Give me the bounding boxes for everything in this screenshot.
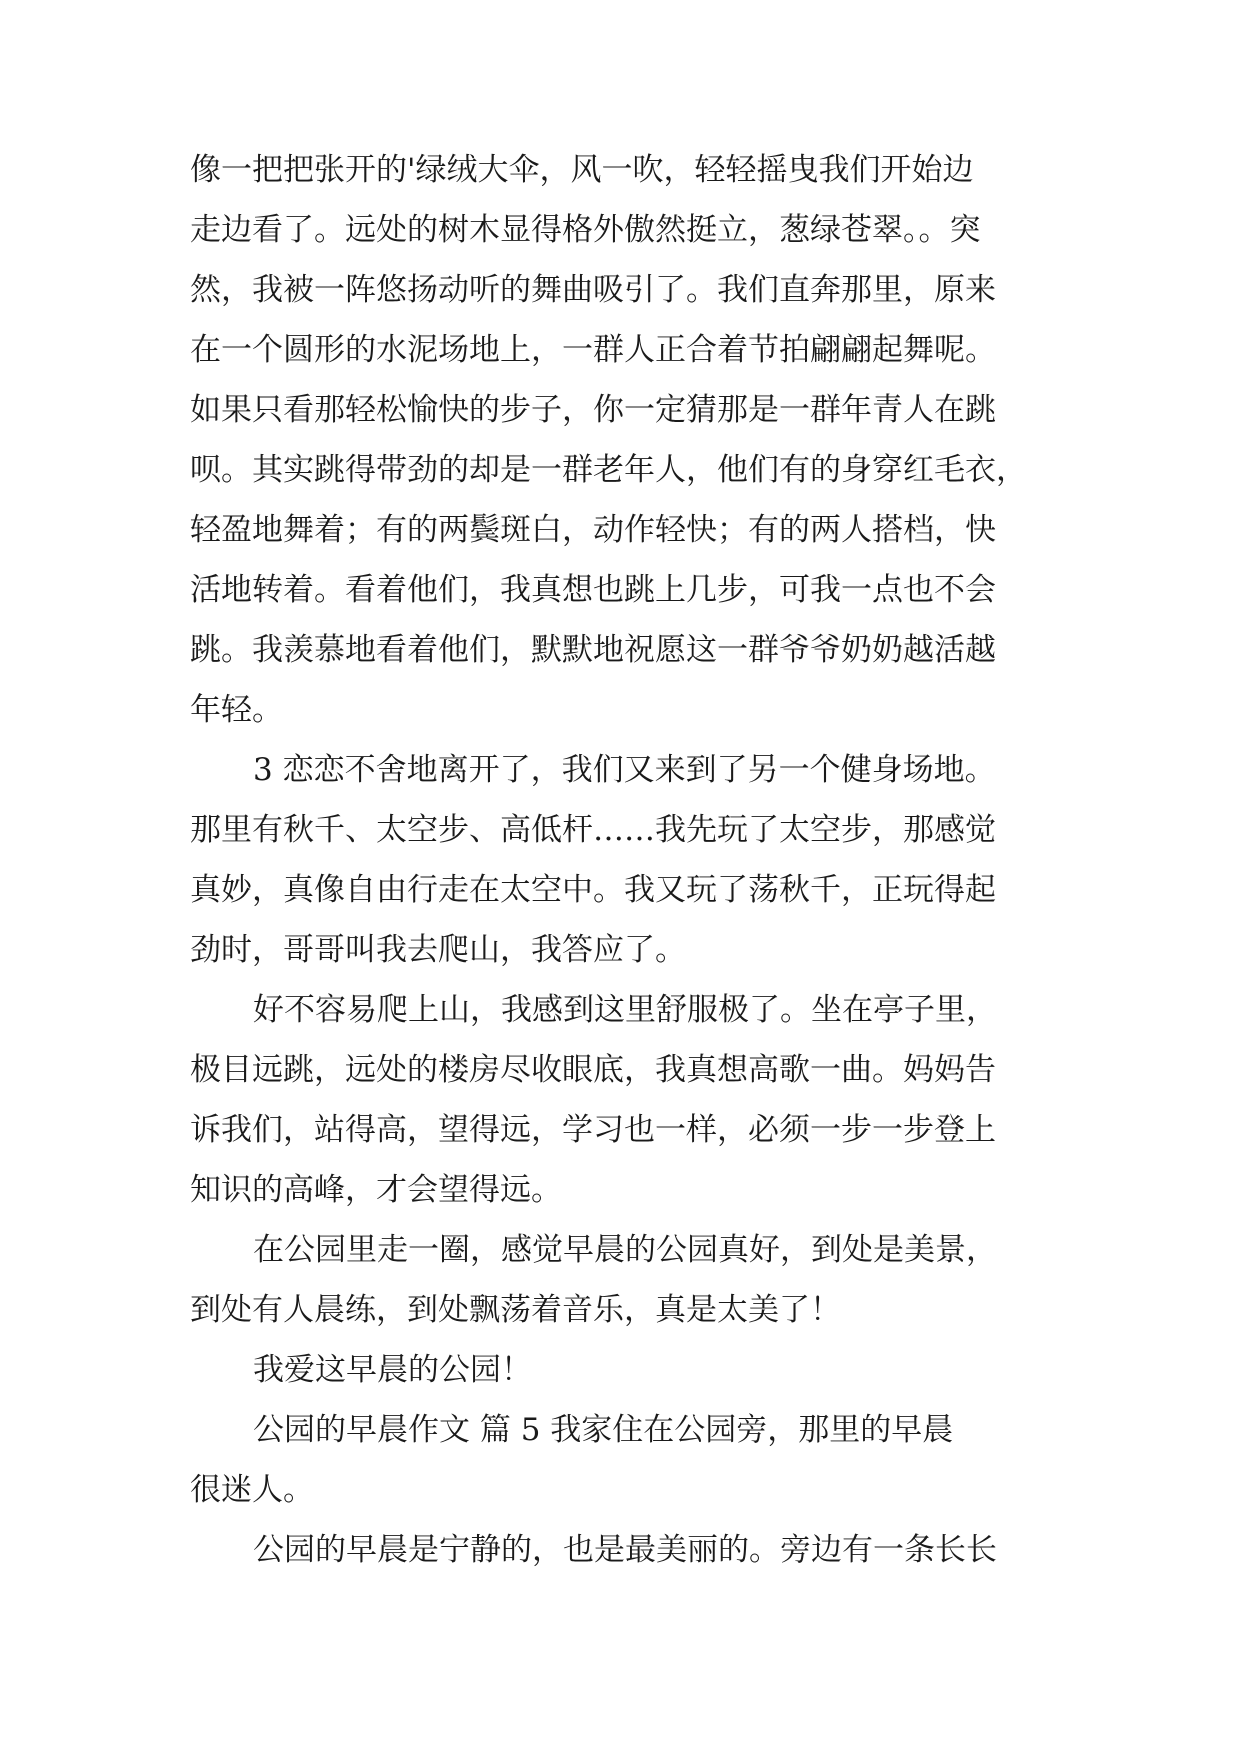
text-line-24: 公园的早晨是宁静的，也是最美丽的。旁边有一条长长 — [253, 1532, 997, 1568]
text-line-19: 在公园里走一圈，感觉早晨的公园真好，到处是美景， — [253, 1232, 997, 1268]
text-line-11: 3 恋恋不舍地离开了，我们又来到了另一个健身场地。 — [253, 752, 996, 788]
text-line-18: 知识的高峰，才会望得远。 — [190, 1172, 562, 1208]
text-line-14: 劲时，哥哥叫我去爬山，我答应了。 — [190, 932, 686, 968]
text-line-20: 到处有人晨练，到处飘荡着音乐，真是太美了！ — [190, 1292, 841, 1328]
text-line-4: 在一个圆形的水泥场地上，一群人正合着节拍翩翩起舞呢。 — [190, 332, 996, 368]
text-line-15: 好不容易爬上山，我感到这里舒服极了。坐在亭子里， — [253, 992, 997, 1028]
text-line-21: 我爱这早晨的公园！ — [253, 1352, 532, 1388]
text-line-8: 活地转着。看着他们，我真想也跳上几步，可我一点也不会 — [190, 572, 996, 608]
text-line-5: 如果只看那轻松愉快的步子，你一定猜那是一群年青人在跳 — [190, 392, 996, 428]
text-line-3: 然，我被一阵悠扬动听的舞曲吸引了。我们直奔那里，原来 — [190, 272, 996, 308]
text-line-7: 轻盈地舞着；有的两鬓斑白，动作轻快；有的两人搭档，快 — [190, 512, 996, 548]
text-line-6: 呗。其实跳得带劲的却是一群老年人，他们有的身穿红毛衣， — [190, 452, 1027, 488]
text-line-1: 像一把把张开的'绿绒大伞，风一吹，轻轻摇曳我们开始边 — [190, 152, 974, 188]
text-line-12: 那里有秋千、太空步、高低杆……我先玩了太空步，那感觉 — [190, 812, 996, 848]
text-line-17: 诉我们，站得高，望得远，学习也一样，必须一步一步登上 — [190, 1112, 996, 1148]
text-line-2: 走边看了。远处的树木显得格外傲然挺立，葱绿苍翠。。突 — [190, 212, 981, 248]
text-line-10: 年轻。 — [190, 692, 283, 728]
text-line-13: 真妙，真像自由行走在太空中。我又玩了荡秋千，正玩得起 — [190, 872, 996, 908]
text-line-22: 公园的早晨作文 篇 5 我家住在公园旁，那里的早晨 — [253, 1412, 954, 1448]
text-line-16: 极目远跳，远处的楼房尽收眼底，我真想高歌一曲。妈妈告 — [190, 1052, 996, 1088]
text-line-9: 跳。我羡慕地看着他们，默默地祝愿这一群爷爷奶奶越活越 — [190, 632, 996, 668]
text-line-23: 很迷人。 — [190, 1472, 314, 1508]
